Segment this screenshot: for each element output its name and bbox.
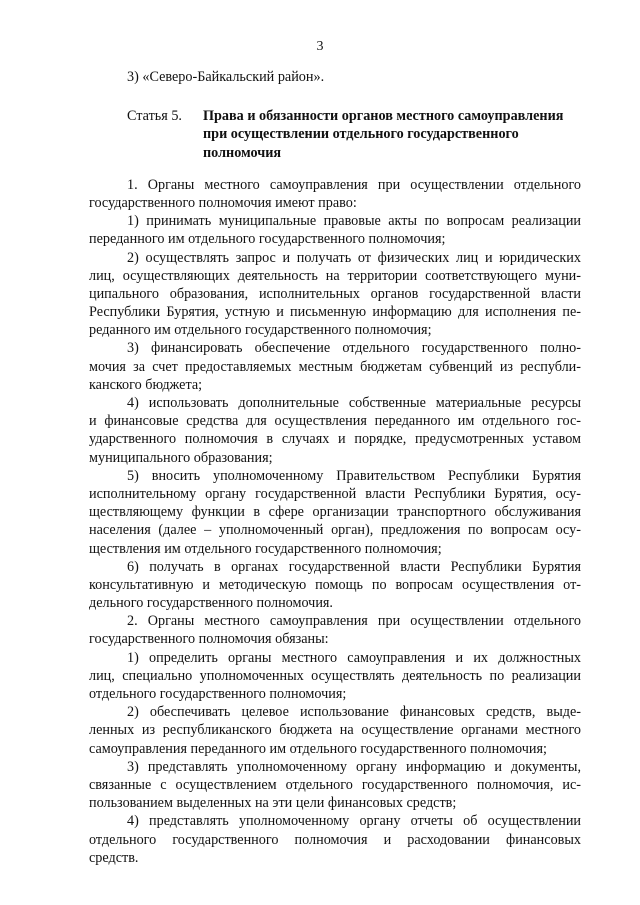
text-line: 4) использовать дополнительные собственные материальные ресурсы: [127, 395, 581, 411]
text-line: консультативную и методическую помощь по вопросам осуществления от-: [89, 576, 581, 593]
text-line: канского бюджета;: [89, 376, 203, 393]
text-line: Республики Бурятия, устную и письменную информацию для исполнения пе-: [89, 304, 581, 321]
text-line: ципального образования, исполнительных органов государственной власти: [89, 285, 581, 302]
text-line: 2) осуществлять запрос и получать от физических лиц и юридических: [127, 249, 581, 266]
text-line: пользованием выделенных на эти цели финансовых средств;: [89, 795, 457, 812]
article-title-line: при осуществлении отдельного государственного: [203, 126, 519, 143]
document-body: [89, 68, 581, 867]
text-line: 1. Органы местного самоуправления при осуществлении отдельного: [127, 176, 581, 193]
text-line: 1) определить органы местного самоуправления и их должностных: [127, 649, 581, 666]
text-line: отдельного государственного полномочия и расходовании финансовых: [89, 831, 581, 848]
article-title: [203, 107, 581, 162]
text-line: 6) получать в органах государственной власти Республики Бурятия: [127, 558, 581, 575]
spacer: [89, 162, 581, 176]
text-line: ществляющему функции в сфере организации транспортного обслуживания: [89, 504, 581, 521]
text-line: 2) обеспечивать целевое использование финансовых средств, выде-: [127, 704, 581, 721]
text-line: государственного полномочия обязаны:: [89, 631, 329, 648]
text-line: 1) принимать муниципальные правовые акты по вопросам реализации: [127, 213, 581, 230]
text-line: лиц, специально уполномоченных осуществлять деятельность по реализации: [89, 667, 581, 684]
article-title-line: полномочия: [203, 144, 282, 161]
text-line: переданного им отдельного государственного полномочия;: [89, 231, 446, 248]
text-line: государственного полномочия имеют право:: [89, 194, 357, 211]
article-heading: [89, 107, 581, 162]
text-line: лиц, осуществляющих деятельность на территории соответствующего муни-: [89, 267, 581, 284]
text-line: 4) представлять уполномоченному органу отчеты об осуществлении: [127, 813, 581, 830]
list-item-district: 3) «Северо-Байкальский район».: [127, 69, 325, 85]
article-label: Статья 5.: [127, 108, 182, 125]
text-line: ударственного полномочия в случаях и порядке, предусмотренных уставом: [89, 431, 581, 448]
text-line: реданного им отдельного государственного полномочия;: [89, 322, 432, 339]
text-line: и финансовые средства для осуществления переданного им отдельного гос-: [89, 413, 581, 430]
text-line: 3) представлять уполномоченному органу информацию и документы,: [127, 758, 581, 775]
text-line: муниципального образования;: [89, 449, 273, 466]
article-title-line: Права и обязанности органов местного самоуправления: [203, 108, 564, 125]
text-line: 5) вносить уполномоченному Правительством Республики Бурятия: [127, 467, 581, 484]
text-line: ленных из республиканского бюджета на осуществление органами местного: [89, 722, 581, 739]
text-line: населения (далее – уполномоченный орган), предложения по вопросам осу-: [89, 522, 581, 539]
text-line: 2. Органы местного самоуправления при осуществлении отдельного: [127, 613, 581, 630]
spacer: [89, 86, 581, 107]
text-line: мочия за счет предоставляемых местным бюджетам субвенций из республи-: [89, 358, 581, 375]
text-line: 3) финансировать обеспечение отдельного государственного полно-: [127, 340, 581, 357]
text-line: связанные с осуществлением отдельного государственного полномочия, ис-: [89, 776, 581, 793]
text-line: средств.: [89, 849, 139, 866]
text-line: самоуправления переданного им отдельного государственного полномочия;: [89, 740, 547, 757]
text-line: исполнительному органу государственной власти Республики Бурятия, осу-: [89, 485, 581, 502]
article-paragraphs: [89, 176, 581, 867]
page-number: 3: [316, 39, 324, 54]
text-line: ществления им отдельного государственного полномочия;: [89, 540, 442, 557]
text-line: отдельного государственного полномочия;: [89, 686, 347, 702]
text-line: дельного государственного полномочия.: [89, 595, 333, 612]
